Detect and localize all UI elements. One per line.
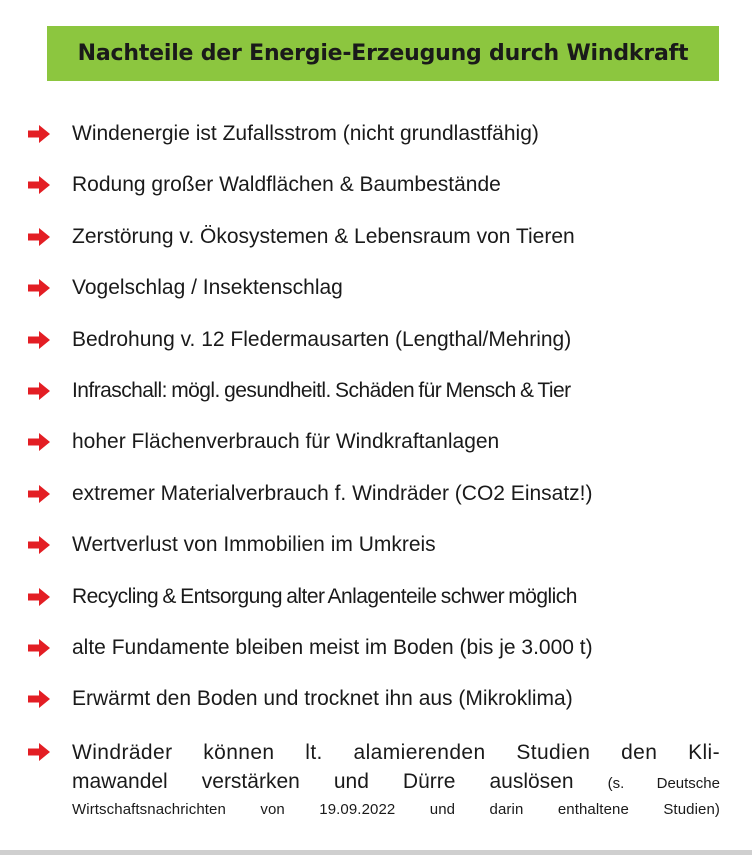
arrow-right-icon [27, 330, 51, 350]
last-item-line-2-main: mawandel verstärken und Dürre auslösen [72, 770, 574, 793]
list-item [0, 472, 752, 523]
list-item-text: Bedrohung v. 12 Fledermausarten (Lengthal/Mehring) [72, 327, 572, 351]
list-item [0, 575, 752, 626]
arrow-right-icon [27, 175, 51, 195]
arrow-right-icon [27, 638, 51, 658]
list-item-text [72, 738, 720, 822]
list-item-text: hoher Flächenverbrauch für Windkraftanlagen [72, 430, 500, 454]
list-item-text: Erwärmt den Boden und trocknet ihn aus (Mikroklima) [72, 687, 573, 711]
arrow-right-icon [27, 381, 51, 401]
arrow-right-icon [27, 124, 51, 144]
arrow-right-icon [27, 278, 51, 298]
last-item-line-2-source: (s. Deutsche [607, 775, 720, 792]
last-item-line-2 [72, 767, 720, 798]
list-item-last [0, 730, 752, 830]
list-item-text: alte Fundamente bleiben meist im Boden (bis je 3.000 t) [72, 635, 593, 659]
list-item-text: extremer Materialverbrauch f. Windräder (CO2 Einsatz!) [72, 481, 593, 505]
list-item [0, 523, 752, 574]
list-item-text: Infraschall: mögl. gesundheitl. Schäden für Mensch & Tier [72, 378, 571, 402]
arrow-right-icon [27, 742, 51, 762]
list-item [0, 215, 752, 266]
list-item [0, 677, 752, 728]
arrow-right-icon [27, 535, 51, 555]
page-title: Nachteile der Energie-Erzeugung durch Windkraft [77, 41, 689, 66]
list-item-text: Zerstörung v. Ökosystemen & Lebensraum von Tieren [72, 224, 575, 248]
list-item [0, 266, 752, 317]
list-item-text: Vogelschlag / Insektenschlag [72, 276, 343, 300]
list-item-text: Recycling & Entsorgung alter Anlagenteile schwer möglich [72, 584, 577, 608]
arrow-right-icon [27, 227, 51, 247]
title-bar [47, 26, 719, 81]
list-item [0, 318, 752, 369]
list-item [0, 626, 752, 677]
last-item-line-1: Windräder können lt. alamierenden Studien den Kli- [72, 741, 720, 764]
arrow-right-icon [27, 689, 51, 709]
arrow-right-icon [27, 587, 51, 607]
list-item-text: Rodung großer Waldflächen & Baumbestände [72, 173, 501, 197]
bottom-divider [0, 850, 752, 855]
arrow-right-icon [27, 484, 51, 504]
list-item [0, 369, 752, 420]
disadvantages-list [0, 112, 752, 729]
list-item-text: Wertverlust von Immobilien im Umkreis [72, 533, 436, 557]
list-item [0, 420, 752, 471]
last-item-source-line: Wirtschaftsnachrichten von 19.09.2022 und darin enthaltene Studien) [72, 801, 720, 818]
list-item [0, 112, 752, 163]
list-item-text: Windenergie ist Zufallsstrom (nicht grundlastfähig) [72, 122, 539, 145]
arrow-right-icon [27, 432, 51, 452]
list-item [0, 163, 752, 214]
